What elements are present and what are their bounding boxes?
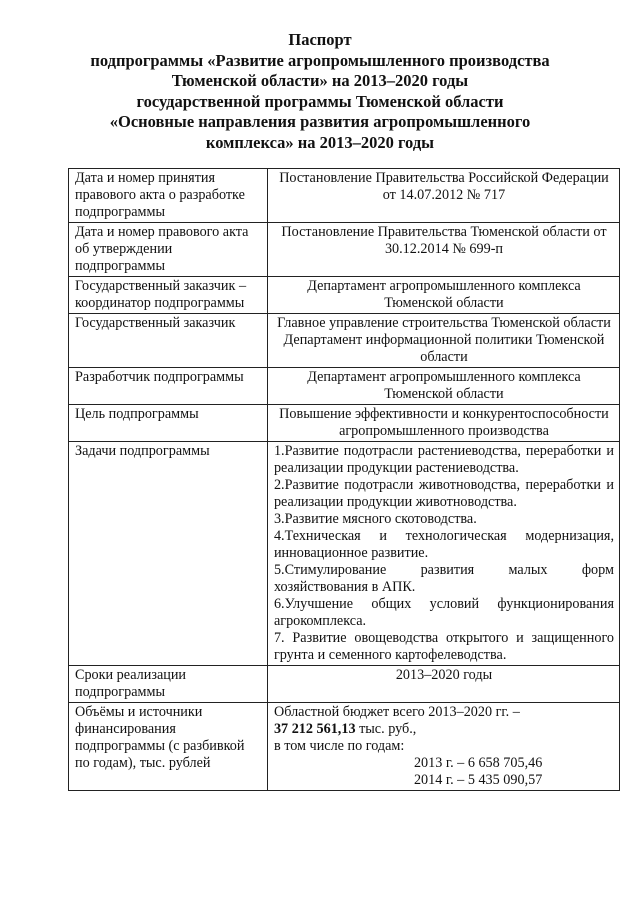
title-line: «Основные направления развития агропромышленного xyxy=(109,112,531,131)
row-value: Постановление Правительства Тюменской области от 30.12.2014 № 699-п xyxy=(267,223,619,277)
row-value: Департамент агропромышленного комплекса Тюменской области xyxy=(267,368,619,405)
table-row xyxy=(69,169,620,223)
row-value: Постановление Правительства Российской Федерации от 14.07.2012 № 717 xyxy=(267,169,619,223)
row-value: Департамент агропромышленного комплекса Тюменской области xyxy=(267,277,619,314)
row-value: Повышение эффективности и конкурентоспособности агропромышленного производства xyxy=(267,405,619,442)
task-item: 4.Техническая и технологическая модернизация, инновационное развитие. xyxy=(273,528,614,561)
row-value xyxy=(267,314,619,368)
row-label: Дата и номер правового акта об утверждении подпрограммы xyxy=(69,223,268,277)
row-value: 2013–2020 годы xyxy=(267,666,619,703)
title-line: Паспорт xyxy=(288,30,352,49)
funding-line: Областной бюджет всего 2013–2020 гг. – xyxy=(273,704,520,720)
customer-value-2: Департамент информационной политики Тюменской области xyxy=(283,332,605,365)
funding-line: в том числе по годам: xyxy=(273,738,405,754)
task-item: 5.Стимулирование развития малых форм хозяйствования в АПК. xyxy=(273,562,614,595)
table-row xyxy=(69,223,620,277)
task-item: 7. Развитие овощеводства открытого и защищенного грунта и семенного картофелеводства. xyxy=(273,630,614,663)
row-label: Задачи подпрограммы xyxy=(69,442,268,666)
table-row xyxy=(69,405,620,442)
table-row xyxy=(69,277,620,314)
task-item: 2.Развитие подотрасли животноводства, переработки и реализации продукции животноводства. xyxy=(273,477,614,510)
funding-year: 2013 г. – 6 658 705,46 xyxy=(413,755,543,771)
row-label: Государственный заказчик xyxy=(69,314,268,368)
row-label: Объёмы и источники финансирования подпрограммы (с разбивкой по годам), тыс. рублей xyxy=(69,703,268,791)
row-label: Государственный заказчик – координатор подпрограммы xyxy=(69,277,268,314)
title-line: подпрограммы «Развитие агропромышленного производства xyxy=(90,50,550,70)
funding-value xyxy=(267,703,619,791)
row-label: Дата и номер принятия правового акта о разработке подпрограммы xyxy=(69,169,268,223)
title-line: комплекса» на 2013–2020 годы xyxy=(205,132,435,152)
table-row xyxy=(69,703,620,791)
tasks-list xyxy=(267,442,619,666)
document-title xyxy=(60,30,580,153)
row-label: Разработчик подпрограммы xyxy=(69,368,268,405)
passport-table xyxy=(68,168,620,791)
funding-year: 2014 г. – 5 435 090,57 xyxy=(413,772,543,788)
funding-total: 37 212 561,13 xyxy=(273,721,356,737)
title-line: государственной программы Тюменской области xyxy=(136,91,504,111)
table-row xyxy=(69,314,620,368)
customer-value-1: Главное управление строительства Тюменской области xyxy=(277,315,611,331)
funding-total-line xyxy=(274,721,614,738)
task-item: 3.Развитие мясного скотоводства. xyxy=(273,511,477,527)
task-item: 6.Улучшение общих условий функционирования агрокомплекса. xyxy=(273,596,614,629)
row-label: Сроки реализации подпрограммы xyxy=(69,666,268,703)
table-row xyxy=(69,666,620,703)
title-line: Тюменской области» на 2013–2020 годы xyxy=(171,71,469,90)
table-row xyxy=(69,368,620,405)
task-item: 1.Развитие подотрасли растениеводства, переработки и реализации продукции растениеводства. xyxy=(273,443,614,476)
row-label: Цель подпрограммы xyxy=(69,405,268,442)
table-row xyxy=(69,442,620,666)
funding-total-unit: тыс. руб., xyxy=(355,721,417,737)
